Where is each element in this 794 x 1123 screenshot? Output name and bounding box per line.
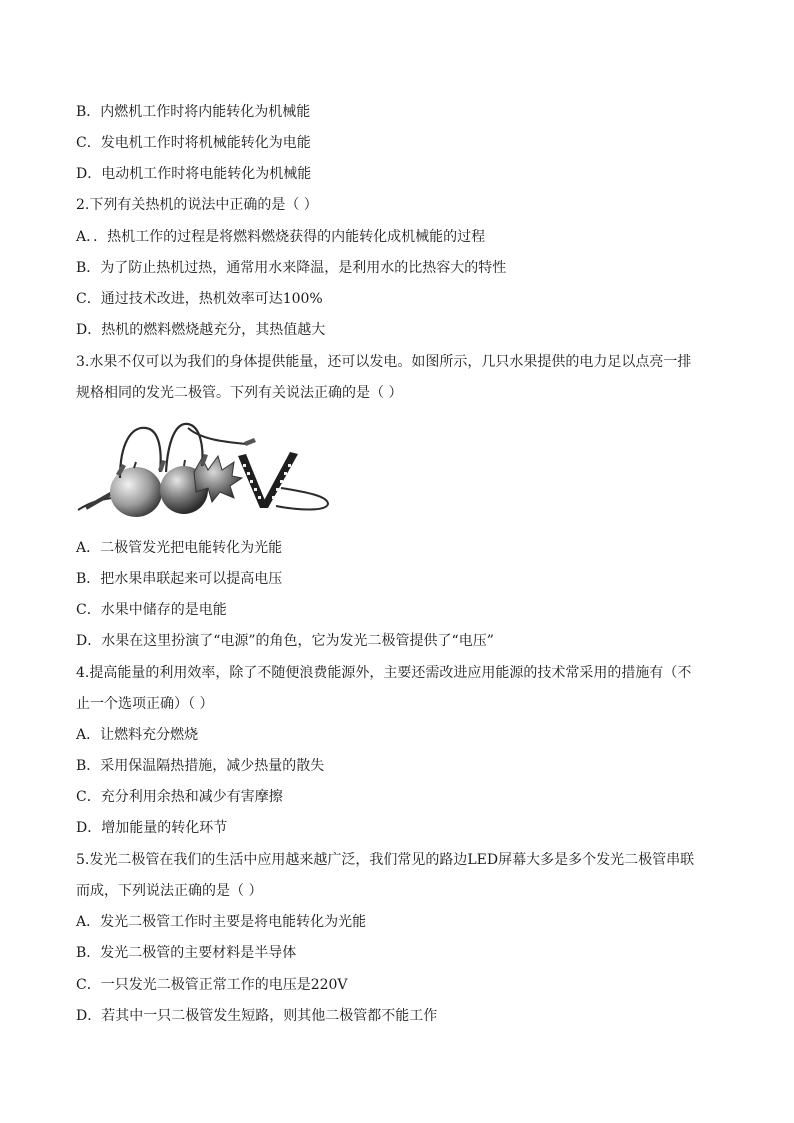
q2-option-a: A．．热机工作的过程是将燃料燃烧获得的内能转化成机械能的过程 bbox=[76, 229, 486, 245]
q1-option-c: C．发电机工作时将机械能转化为电能 bbox=[76, 135, 311, 151]
q2-stem: 2.下列有关热机的说法中正确的是（ ） bbox=[76, 197, 318, 213]
q4-stem-line-2: 止一个选项正确）（ ） bbox=[76, 696, 214, 712]
q1-option-d: D．电动机工作时将电能转化为机械能 bbox=[76, 166, 312, 182]
q4-option-d: D．增加能量的转化环节 bbox=[76, 820, 228, 836]
q3-option-a: A．二极管发光把电能转化为光能 bbox=[76, 540, 283, 556]
q3-stem-line-1: 3.水果不仅可以为我们的身体提供能量，还可以发电。如图所示，几只水果提供的电力足以点亮一排 bbox=[76, 354, 692, 370]
q3-stem-line-2: 规格相同的发光二极管。下列有关说法正确的是（ ） bbox=[76, 385, 403, 401]
q2-option-b: B．为了防止热机过热，通常用水来降温，是利用水的比热容大的特性 bbox=[76, 260, 507, 276]
q3-option-b: B．把水果串联起来可以提高电压 bbox=[76, 571, 283, 587]
q5-option-c: C．一只发光二极管正常工作的电压是220V bbox=[76, 977, 348, 993]
q5-option-d: D．若其中一只二极管发生短路，则其他二极管都不能工作 bbox=[76, 1008, 438, 1024]
q5-option-b: B．发光二极管的主要材料是半导体 bbox=[76, 945, 297, 961]
q4-option-b: B．采用保温隔热措施，减少热量的散失 bbox=[76, 758, 325, 774]
q5-stem-line-2: 而成，下列说法正确的是（ ） bbox=[76, 883, 263, 899]
q4-option-c: C．充分利用余热和减少有害摩擦 bbox=[76, 789, 283, 805]
q5-option-a: A．发光二极管工作时主要是将电能转化为光能 bbox=[76, 914, 367, 930]
q1-option-b: B．内燃机工作时将内能转化为机械能 bbox=[76, 104, 311, 120]
q4-stem-line-1: 4.提高能量的利用效率，除了不随便浪费能源外，主要还需改进应用能源的技术常采用的措施有（不 bbox=[76, 665, 692, 681]
q2-option-d: D．热机的燃料燃烧越充分，其热值越大 bbox=[76, 322, 326, 338]
q4-option-a: A．让燃料充分燃烧 bbox=[76, 727, 199, 743]
q3-option-c: C．水果中储存的是电能 bbox=[76, 602, 227, 618]
q5-stem-line-1: 5.发光二极管在我们的生活中应用越来越广泛，我们常见的路边LED屏幕大多是多个发光二极管串联 bbox=[76, 852, 695, 868]
q2-option-c: C．通过技术改进，热机效率可达100% bbox=[76, 291, 323, 307]
fruit-battery-led-photo-icon bbox=[76, 412, 332, 524]
q3-option-d: D．水果在这里扮演了“电源”的角色，它为发光二极管提供了“电压” bbox=[76, 633, 494, 649]
